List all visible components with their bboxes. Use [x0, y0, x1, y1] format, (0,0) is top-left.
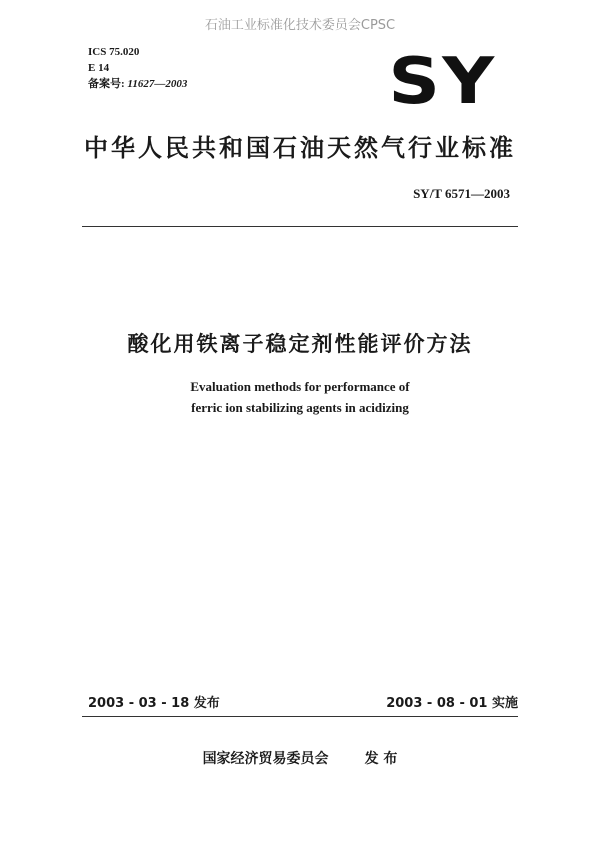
watermark-text: 石油工业标准化技术委员会CPSC	[204, 18, 396, 33]
ics-code: ICS 75.020	[88, 46, 140, 58]
record-number-row	[88, 76, 187, 92]
document-title-en	[0, 376, 600, 418]
classification-block	[88, 44, 187, 92]
top-divider	[82, 226, 518, 227]
document-title-en-line-2: ferric ion stabilizing agents in acidizing	[191, 400, 409, 415]
issuer-line	[0, 748, 600, 768]
sy-logo: SY	[387, 45, 496, 119]
issuer-name: 国家经济贸易委员会	[202, 751, 329, 767]
standard-code: SY/T 6571—2003	[413, 186, 510, 201]
standard-type-title: 中华人民共和国石油天然气行业标准	[84, 134, 516, 162]
issuer-action: 发 布	[364, 751, 398, 767]
record-number-label: 备案号:	[88, 78, 125, 90]
bottom-divider	[82, 716, 518, 717]
ccs-code: E 14	[88, 62, 110, 74]
document-title-zh: 酸化用铁离子稳定剂性能评价方法	[127, 332, 473, 356]
record-number: 11627—2003	[127, 78, 188, 90]
implementation-date: 2003 - 08 - 01 实施	[386, 696, 518, 711]
document-title-en-line-1: Evaluation methods for performance of	[190, 379, 410, 394]
issue-date: 2003 - 03 - 18 发布	[88, 696, 220, 711]
